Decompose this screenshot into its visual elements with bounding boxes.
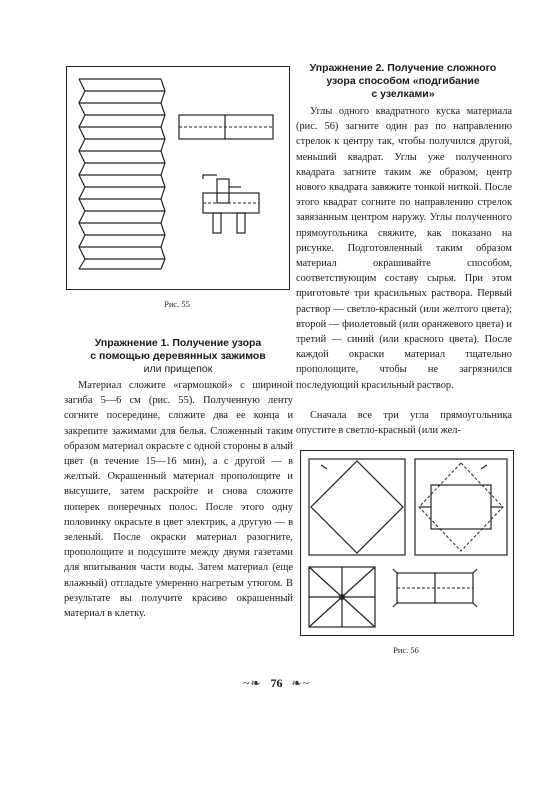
ornament-right-icon: ❧~: [291, 676, 311, 690]
figure-55-caption: Рис. 55: [164, 299, 190, 309]
exercise-2-text-continued: [296, 408, 512, 438]
exercise-1-paragraph: Материал сложите «гармошкой» с шириной загиба 5—6 см (рис. 55). Полученную ленту согните посередине, сложите два ее конца и закрепите зажимами для белья. Сложенный таким образом материал окрасьте с одной стороны в алый цвет (в течение 15—16 мин), а с другой — в желтый. Окрашенный материал прополощите и высушите, затем раскройте и снова сложите поперек поперечных полос. После этого одну половинку окрасьте в цвет электрик, а другую — в зеленый. После окраски материал разогните, прополощите и подсушите между двумя газетами для впитывания части воды. Затем материал (еще влажный) отгладьте умеренно нагретым утюгом. В результате вы получите красиво окрашенный материал в клетку.: [64, 380, 293, 620]
exercise-1-title-line: или прищепок: [143, 363, 213, 375]
ornament-left-icon: ~❧: [242, 676, 262, 690]
exercise-1-title-line: с помощью деревянных зажимов: [90, 350, 266, 362]
exercise-2-text: [296, 104, 512, 393]
figure-56-caption: Рис. 56: [393, 645, 419, 655]
exercise-1-title: [62, 337, 294, 376]
figure-55-drawing: [67, 67, 289, 289]
exercise-1-title-line: Упражнение 1. Получение узора: [94, 337, 262, 349]
page-footer: [0, 676, 553, 691]
figure-56-drawing: [301, 451, 513, 635]
exercise-2-title-line: с узелками»: [371, 88, 435, 100]
page-number: 76: [270, 676, 283, 690]
exercise-2-title: [298, 62, 508, 101]
exercise-2-paragraph-2: Сначала все три угла прямоугольника опустите в светло-красный (или жел-: [296, 410, 512, 437]
exercise-2-paragraph-1: Углы одного квадратного куска материала (рис. 56) загните один раз по направлению стрелок к центру так, чтобы получился другой, меньший квадрат. Углы уже полученного квадрата загните таким же образом, центр нового квадрата завяжите тонкой ниткой. После этого квадрат согните по направлению стрелок завязанным центром наружу. Углы полученного прямоугольника свяжите, как показано на рисунке. Подготовленный таким образом материал окрашивайте способом, соответствующим составу сырья. При этом приготовьте три красильных раствора. Первый раствор — светло-красный (или желтого цвета); второй — фиолетовый (или оранжевого цвета) и третий — синий (или красного цвета). После каждой окраски материал тщательно прополощите, чтобы не загрязнился последующий красильный раствор.: [296, 106, 512, 391]
exercise-2-title-line: Упражнение 2. Получение сложного: [309, 62, 497, 74]
figure-56: [300, 450, 514, 636]
figure-55: [66, 66, 290, 290]
exercise-1-text: [64, 378, 293, 621]
exercise-2-title-line: узора способом «подгибание: [326, 75, 480, 87]
